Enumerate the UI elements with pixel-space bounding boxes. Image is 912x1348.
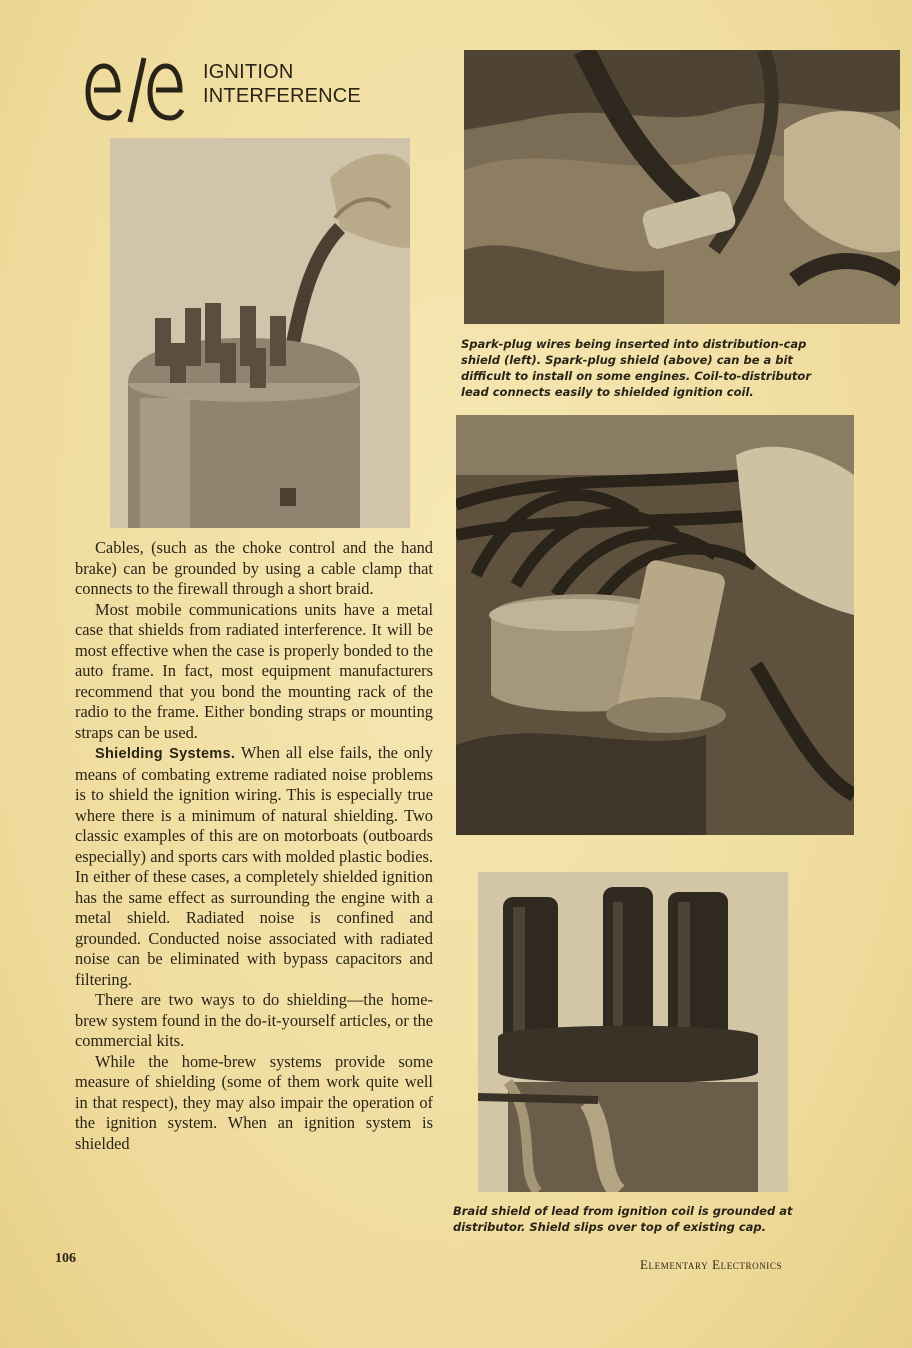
photo-caption-bottom: Braid shield of lead from ignition coil is grounded at distributor. Shield slips over top of existing cap. [453,1204,793,1234]
section-title-line1: IGNITION [203,61,294,83]
braid-shield-photo [478,872,788,1192]
section-title-line2: INTERFERENCE [203,85,361,107]
article-paragraph: Cables, (such as the choke control and the hand brake) can be grounded by using a cable clamp that connects to the firewall through a short braid. [75,538,433,598]
page-number: 106 [55,1251,76,1266]
distributor-cap-shield-photo [110,138,410,528]
e-slash-e-logo-icon [82,52,202,126]
photo-caption-top: Spark-plug wires being inserted into distribution-cap shield (left). Spark-plug shield (above) can be a bit difficult to install on some engines. Coil-to-distributor lead connects easily to shielded ignition coil. [461,337,811,399]
magazine-name: Elementary Electronics [640,1257,783,1272]
spark-plug-wires-photo [464,50,900,324]
shielded-ignition-photo [456,415,854,835]
article-paragraph [75,743,433,990]
subhead-shielding-systems: Shielding Systems. [95,746,236,762]
article-paragraph: While the home-brew systems provide some measure of shielding (some of them work quite well in that respect), they may also impair the operation of the ignition system. When an ignition system is shielded [75,1051,433,1153]
article-paragraph: Most mobile communications units have a metal case that shields from radiated interference. It will be most effective when the case is properly bonded to the auto frame. In fact, most equipment manufacturers recommend that you bond the mounting rack of the radio to the frame. Either bonding straps or mounting straps can be used. [75,599,433,742]
article-paragraph: There are two ways to do shielding—the home-brew system found in the do-it-yourself articles, or the commercial kits. [75,990,433,1050]
section-title [203,60,423,108]
article-paragraph-text: When all else fails, the only means of combating extreme radiated noise problems is to shield the ignition wiring. This is especially true where there is a minimum of natural shielding. Two classic examples of this are on motorboats (outboards especially) and sports cars with molded plastic bodies. In either of these cases, a completely shielded ignition has the same effect as surrounding the engine with a metal shield. Radiated noise is confined and grounded. Conducted noise associated with radiated noise can be eliminated with bypass capacitors and filtering. [75,743,433,989]
article-body [75,538,433,1154]
